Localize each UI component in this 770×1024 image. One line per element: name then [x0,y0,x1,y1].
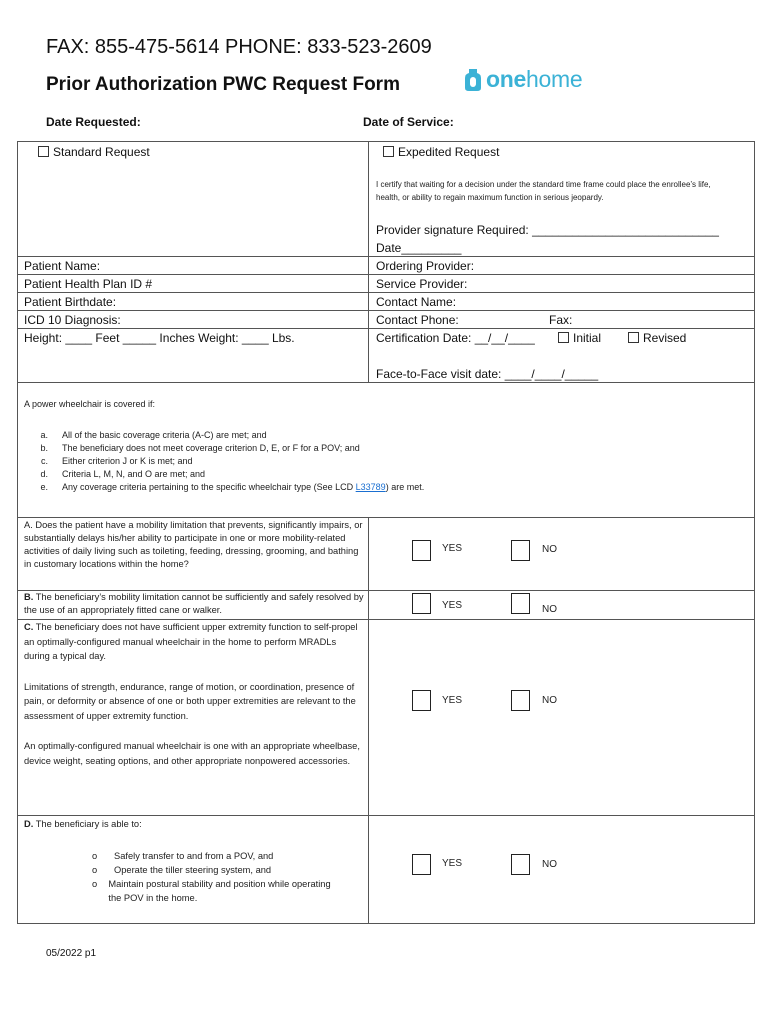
initial-label: Initial [573,331,602,345]
row-divider [17,292,755,293]
row-divider [17,310,755,311]
coverage-criterion [24,481,724,494]
logo-text-one: one [486,66,526,92]
logo-text-home: home [526,66,583,92]
column-divider [368,141,369,382]
standard-request-checkbox[interactable] [38,146,49,157]
circle-bullet-icon: o [92,879,98,889]
question-c-paragraph-1 [24,620,364,664]
list-item-text: Operate the tiller steering system, and [114,865,272,875]
ordering-provider-field[interactable]: Ordering Provider: [376,259,475,273]
question-c-text [24,620,364,768]
question-b-letter: B. [24,592,34,602]
date-of-service-label: Date of Service: [363,115,454,129]
row-divider [17,274,755,275]
coverage-criterion [24,429,724,442]
list-item-text: Maintain postural stability and position while operating the POV in the home. [108,879,331,903]
question-c-body: The beneficiary does not have sufficient upper extremity function to self-propel an optimally-configured manual wheelchair in the home to perform MRADLs during a typical day. [24,622,358,661]
circle-bullet-icon: o [92,865,98,875]
criterion-marker: b. [40,443,48,453]
contact-name-field[interactable]: Contact Name: [376,295,457,309]
provider-signature-field[interactable]: Provider signature Required: ____________________________ [376,223,719,237]
certify-statement: I certify that waiting for a decision under the standard time frame could place the enrollee’s life, health, or ability to regain maximum function in serious jeopardy. [376,180,711,202]
revised-checkbox[interactable] [628,332,639,343]
coverage-criterion [24,442,724,455]
question-b-body: The beneficiary’s mobility limitation cannot be sufficiently and safely resolved by the use of an appropriately fitted cane or walker. [24,592,364,615]
criterion-text: All of the basic coverage criteria (A-C) are met; and [62,430,267,440]
question-c-paragraph-3: An optimally-configured manual wheelchair is one with an appropriate wheelbase, device weight, seating options, and other appropriate nonpowered accessories. [24,741,360,766]
standard-request-label: Standard Request [53,145,150,159]
question-c-no-checkbox[interactable] [511,690,530,711]
standard-request-option[interactable] [38,145,150,159]
page-footer: 05/2022 p1 [46,948,97,959]
expedited-request-checkbox[interactable] [383,146,394,157]
date-requested-label: Date Requested: [46,115,141,129]
coverage-criterion [24,455,724,468]
question-d-letter: D. [24,819,34,829]
coverage-criterion [24,468,724,481]
fax-field[interactable]: Fax: [549,313,573,327]
yes-label: YES [442,858,463,869]
column-divider [368,517,369,924]
criterion-marker: c. [40,456,48,466]
face-to-face-date-field[interactable]: Face-to-Face visit date: ____/____/_____ [376,367,599,381]
question-a-text: A. Does the patient have a mobility limitation that prevents, significantly impairs, or substantially delays his/her ability to participate in one or more mobility-related activities of daily living such as toileting, feeding, dressing, grooming, and bathing in customary locations within the home? [24,520,363,569]
yes-label: YES [442,543,463,554]
question-a-yes-checkbox[interactable] [412,540,431,561]
question-b-text [24,591,364,617]
fax-phone-line: FAX: 855-475-5614 PHONE: 833-523-2609 [46,36,432,58]
question-c-paragraph-2: Limitations of strength, endurance, range of motion, or coordination, presence of pain, or deformity or absence of one or both upper extremities are relevant to the assessment of upper extremity function. [24,681,356,721]
row-divider [17,328,755,329]
onehome-logo [464,66,582,93]
form-title: Prior Authorization PWC Request Form [46,74,400,95]
initial-checkbox[interactable] [558,332,569,343]
list-item [92,877,342,905]
question-d-list [92,849,342,905]
yes-label: YES [442,695,463,706]
coverage-criteria-list [24,429,724,494]
service-provider-field[interactable]: Service Provider: [376,277,468,291]
row-divider [17,256,755,257]
yes-label: YES [442,600,463,611]
question-d-yes-checkbox[interactable] [412,854,431,875]
criterion-text: Any coverage criteria pertaining to the specific wheelchair type (See LCD [62,482,356,492]
patient-plan-id-field[interactable]: Patient Health Plan ID # [24,277,153,291]
criterion-text: Criteria L, M, N, and O are met; and [62,469,206,479]
circle-bullet-icon: o [92,851,98,861]
coverage-intro: A power wheelchair is covered if: [24,399,156,409]
criterion-text: ) are met. [385,482,425,492]
patient-name-field[interactable]: Patient Name: [24,259,101,273]
criterion-marker: a. [40,430,48,440]
contact-phone-field[interactable]: Contact Phone: [376,313,459,327]
no-label: NO [542,859,557,870]
question-d-no-checkbox[interactable] [511,854,530,875]
no-label: NO [542,604,557,615]
height-weight-field[interactable]: Height: ____ Feet _____ Inches Weight: ____ Lbs. [24,331,295,345]
list-item-text: Safely transfer to and from a POV, and [114,851,274,861]
initial-option[interactable] [558,331,601,345]
revised-option[interactable] [628,331,686,345]
question-d-text [24,818,142,831]
criterion-marker: e. [40,482,48,492]
criterion-text: Either criterion J or K is met; and [62,456,193,466]
lcd-link[interactable]: L33789 [355,482,386,492]
question-b-no-checkbox[interactable] [511,593,530,614]
question-a-no-checkbox[interactable] [511,540,530,561]
question-c-yes-checkbox[interactable] [412,690,431,711]
question-c-letter: C. [24,622,34,632]
onehome-logo-icon [464,68,482,92]
question-b-yes-checkbox[interactable] [412,593,431,614]
question-d-body: The beneficiary is able to: [33,819,142,829]
list-item [92,863,342,877]
icd10-diagnosis-field[interactable]: ICD 10 Diagnosis: [24,313,121,327]
row-divider [17,815,755,816]
row-divider [17,517,755,518]
signature-date-field[interactable]: Date_________ [376,241,462,255]
row-divider [17,382,755,383]
list-item [92,849,342,863]
patient-birthdate-field[interactable]: Patient Birthdate: [24,295,117,309]
criterion-text: The beneficiary does not meet coverage criterion D, E, or F for a POV; and [62,443,360,453]
criterion-marker: d. [40,469,48,479]
expedited-request-label: Expedited Request [398,145,500,159]
expedited-request-option[interactable] [383,145,499,159]
no-label: NO [542,695,557,706]
revised-label: Revised [643,331,687,345]
certification-date-field[interactable]: Certification Date: __/__/____ [376,331,535,345]
no-label: NO [542,544,557,555]
